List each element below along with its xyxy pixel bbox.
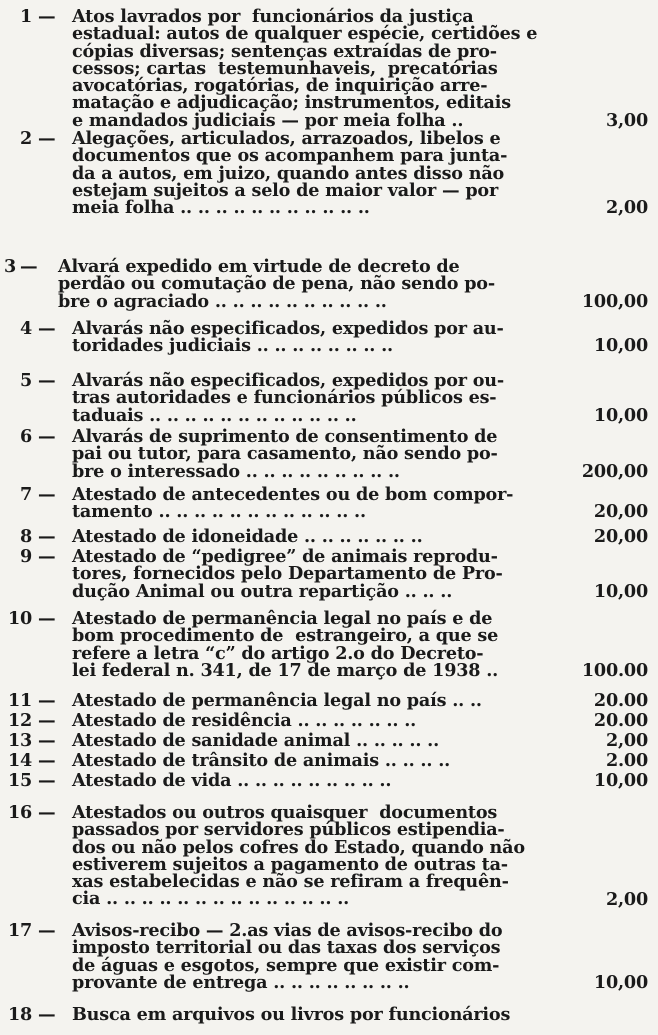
entry-description [72,320,504,355]
entry-description [72,528,423,545]
description-line: Atestado de vida .. .. .. .. .. .. .. .. .. [72,770,392,791]
description-line: matação e adjudicação; instrumentos, editais [72,92,511,114]
entry-dash: — [38,710,56,731]
description-line: pai ou tutor, para casamento, não sendo po- [72,443,498,465]
description-line: estiverem sujeitos a pagamento de outras ta- [72,853,508,875]
entry-value: 10,00 [593,404,648,426]
entry-number: 2 [19,128,32,149]
description-line: Atestado de “pedigree” de animais reprodu- [72,546,498,567]
entry-value: 10,00 [593,770,648,791]
entry-dash: — [38,484,56,505]
tax-entry [0,772,658,789]
description-line: Alvará expedido em virtude de decreto de [58,256,460,277]
description-line: tras autoridades e funcionários públicos es- [72,387,497,409]
description-line: cessos; cartas testemunhaveis, precatórias [72,57,498,79]
tax-entry [0,922,658,991]
description-line: Alvarás não especificados, expedidos por au- [72,318,504,339]
entry-number: 13 [8,730,33,751]
tax-entry [0,804,658,908]
description-line: refere a letra “c” do artigo 2.o do Decreto- [72,642,484,664]
description-line: perdão ou comutação de pena, não sendo po- [58,273,495,295]
description-line: Atestado de antecedentes ou de bom compor- [72,484,514,505]
tax-entry [0,1006,658,1023]
entry-number: 7 [19,484,32,505]
description-line: tamento .. .. .. .. .. .. .. .. .. .. .. .. [72,501,366,523]
entry-description [72,548,503,600]
tax-entry [0,8,658,129]
entry-dash: — [38,690,56,711]
description-line: cópias diversas; sentenças extraídas de pro- [72,40,497,62]
description-line: lei federal n. 341, de 17 de março de 1938 .. [72,659,499,681]
entry-dash: — [38,750,56,771]
entry-dash: — [38,802,56,823]
entry-value: 20.00 [593,710,648,731]
description-line: taduais .. .. .. .. .. .. .. .. .. .. .. .. [72,404,357,426]
entry-description [72,128,508,219]
entry-value: 20.00 [593,690,648,711]
description-line: avocatórias, rogatórias, de inquirição arre- [72,75,488,97]
tax-entry [0,528,658,545]
entry-dash: — [38,128,56,149]
description-line: imposto territorial ou das taxas dos serviços [72,937,501,959]
entry-number: 6 [19,426,32,447]
tax-entry [0,712,658,729]
entry-value: 10,00 [593,580,648,602]
entry-number: 17 [8,920,33,941]
entry-dash: — [38,370,56,391]
entry-number: 12 [8,710,33,731]
entry-dash: — [38,526,56,547]
entry-dash: — [38,1004,56,1025]
entry-description [72,752,450,769]
entry-number: 15 [8,770,33,791]
description-line: cia .. .. .. .. .. .. .. .. .. .. .. .. .. .. [72,888,350,910]
description-line: Alvarás de suprimento de consentimento de [72,426,498,447]
entry-value: 2,00 [605,197,648,219]
description-line: Busca em arquivos ou livros por funcionários [72,1004,511,1025]
tax-entry [0,428,658,480]
entry-value: 200,00 [581,460,648,482]
description-line: toridades judiciais .. .. .. .. .. .. .. .. [72,335,393,357]
description-line: documentos que os acompanhem para junta- [72,145,508,167]
description-line: Atestado de permanência legal no país e de [72,608,493,629]
entry-number: 10 [8,608,33,629]
entry-description [72,732,439,749]
description-line: bre o interessado .. .. .. .. .. .. .. .. .. [72,460,400,482]
description-line: bre o agraciado .. .. .. .. .. .. .. .. .. .. [58,290,387,312]
description-line: Atestado de trânsito de animais .. .. .. .. [72,750,451,771]
description-line: bom procedimento de estrangeiro, a que se [72,625,499,647]
entry-number: 11 [8,690,33,711]
entry-description [72,610,498,679]
description-line: meia folha .. .. .. .. .. .. .. .. .. .. .. [72,197,370,219]
entry-description [58,258,495,310]
entry-value: 20,00 [593,526,648,547]
entry-dash: — [38,920,56,941]
entry-number: 1 [19,6,32,27]
entry-number: 8 [19,526,32,547]
entry-dash: — [38,730,56,751]
description-line: Atestado de idoneidade .. .. .. .. .. .. .. [72,526,423,547]
tax-entry [0,610,658,679]
entry-dash: — [38,426,56,447]
entry-value: 100.00 [581,659,648,681]
description-line: dos ou não pelos cofres do Estado, quando não [72,836,525,858]
description-line: Atestado de residência .. .. .. .. .. .. .. [72,710,417,731]
description-line: Atestado de sanidade animal .. .. .. .. .. [72,730,440,751]
entry-description [72,372,504,424]
description-line: estejam sujeitos a selo de maior valor — por [72,179,499,201]
entry-dash: — [38,318,56,339]
tax-entry [0,258,658,310]
entry-dash: — [38,608,56,629]
entry-description [72,772,391,789]
tax-entry [0,130,658,217]
description-line: Alegações, articulados, arrazoados, libelos e [72,128,501,149]
tax-entry [0,486,658,521]
description-line: estadual: autos de qualquer espécie, certidões e [72,23,538,45]
tax-entry [0,732,658,749]
entry-value: 10,00 [593,971,648,993]
description-line: Alvarás não especificados, expedidos por ou- [72,370,504,391]
entry-value: 2.00 [605,750,648,771]
entry-number: 9 [19,546,32,567]
entry-number: 16 [8,802,33,823]
description-line: Atestado de permanência legal no país .. .. [72,690,482,711]
description-line: Avisos-recibo — 2.as vias de avisos-recibo do [72,920,503,941]
tax-entry [0,692,658,709]
entry-description [72,922,502,991]
entry-dash: — [38,6,56,27]
entry-number: 5 [19,370,32,391]
description-line: xas estabelecidas e não se refiram a frequên- [72,871,509,893]
entry-value: 3,00 [605,109,648,131]
description-line: de águas e esgotos, sempre que existir com- [72,954,500,976]
entry-dash: — [38,770,56,791]
entry-description [72,486,513,521]
description-line: dução Animal ou outra repartição .. .. .. [72,580,453,602]
tax-entry [0,320,658,355]
entry-value: 20,00 [593,501,648,523]
description-line: da a autos, em juizo, quando antes disso não [72,162,505,184]
entry-dash: — [38,546,56,567]
entry-description [72,428,498,480]
entry-number: 4 [19,318,32,339]
entry-number: 18 [8,1004,33,1025]
entry-description [72,712,416,729]
entry-description [72,1006,510,1023]
entry-value: 100,00 [581,290,648,312]
description-line: passados por servidores públicos estipendia- [72,819,505,841]
tax-entry [0,752,658,769]
description-line: tores, fornecidos pelo Departamento de Pro- [72,563,503,585]
entry-number: 3 [3,256,16,277]
entry-description [72,692,482,709]
description-line: provante de entrega .. .. .. .. .. .. .. .. [72,971,410,993]
description-line: Atos lavrados por funcionários da justiça [72,6,474,27]
entry-dash: — [20,256,38,277]
entry-description [72,804,525,908]
entry-value: 10,00 [593,335,648,357]
description-line: Atestados ou outros quaisquer documentos [72,802,498,823]
entry-value: 2,00 [605,888,648,910]
entry-number: 14 [8,750,33,771]
entry-description [72,8,537,129]
entry-value: 2,00 [605,730,648,751]
tax-entry [0,548,658,600]
description-line: e mandados judiciais — por meia folha .. [72,109,464,131]
tax-entry [0,372,658,424]
